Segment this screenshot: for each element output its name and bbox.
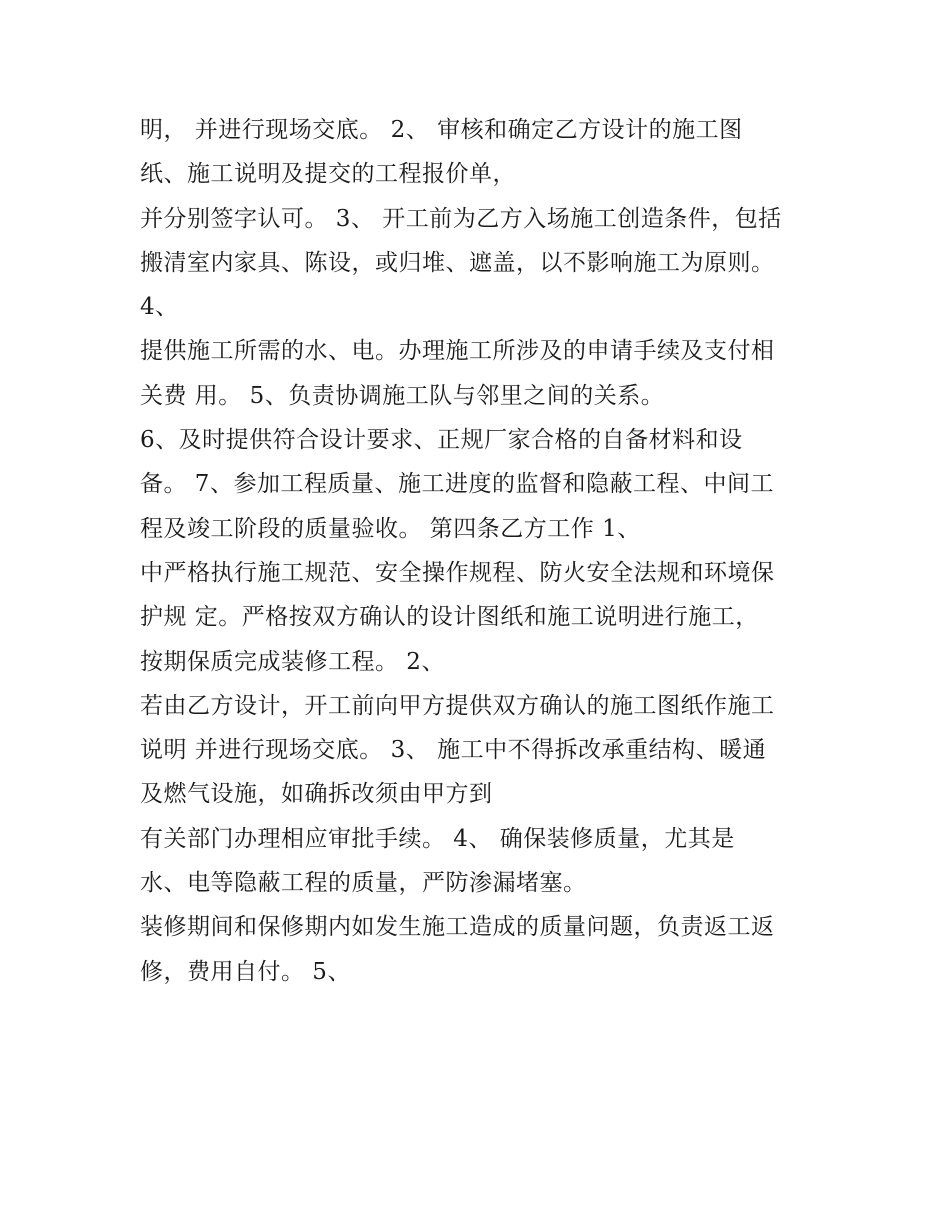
text-line: 按期保质完成装修工程。 2、: [140, 648, 445, 675]
text-line: 关费 用。 5、负责协调施工队与邻里之间的关系。: [140, 382, 665, 409]
text-line: 及燃气设施，如确拆改须由甲方到: [140, 781, 493, 808]
text-line: 纸、施工说明及提交的工程报价单，: [140, 161, 516, 188]
text-line: 程及竣工阶段的质量验收。 第四条乙方工作 1、: [140, 515, 641, 542]
text-line: 提供施工所需的水、电。办理施工所涉及的申请手续及支付相: [140, 338, 775, 365]
text-line: 搬清室内家具、陈设，或归堆、遮盖，以不影响施工为原则。: [140, 249, 775, 276]
text-line: 6、及时提供符合设计要求、正规厂家合格的自备材料和设: [140, 427, 743, 454]
text-line: 有关部门办理相应审批手续。 4、 确保装修质量，尤其是: [140, 825, 735, 852]
text-line: 水、电等隐蔽工程的质量，严防渗漏堵塞。: [140, 870, 587, 897]
text-line: 中严格执行施工规范、安全操作规程、防火安全法规和环境保: [140, 559, 775, 586]
text-line: 护规 定。严格按双方确认的设计图纸和施工说明进行施工，: [140, 604, 759, 631]
text-line: 说明 并进行现场交底。 3、 施工中不得拆改承重结构、暖通: [140, 737, 767, 764]
text-line: 修，费用自付。 5、: [140, 958, 351, 985]
document-body: [140, 108, 840, 994]
text-line: 明， 并进行现场交底。 2、 审核和确定乙方设计的施工图: [140, 117, 743, 143]
text-line: 装修期间和保修期内如发生施工造成的质量问题，负责返工返: [140, 914, 775, 941]
text-line: 4、: [140, 294, 179, 321]
text-line: 若由乙方设计，开工前向甲方提供双方确认的施工图纸作施工: [140, 692, 775, 719]
text-line: 备。 7、参加工程质量、施工进度的监督和隐蔽工程、中间工: [140, 471, 774, 498]
text-line: 并分别签字认可。 3、 开工前为乙方入场施工创造条件，包括: [140, 205, 782, 232]
